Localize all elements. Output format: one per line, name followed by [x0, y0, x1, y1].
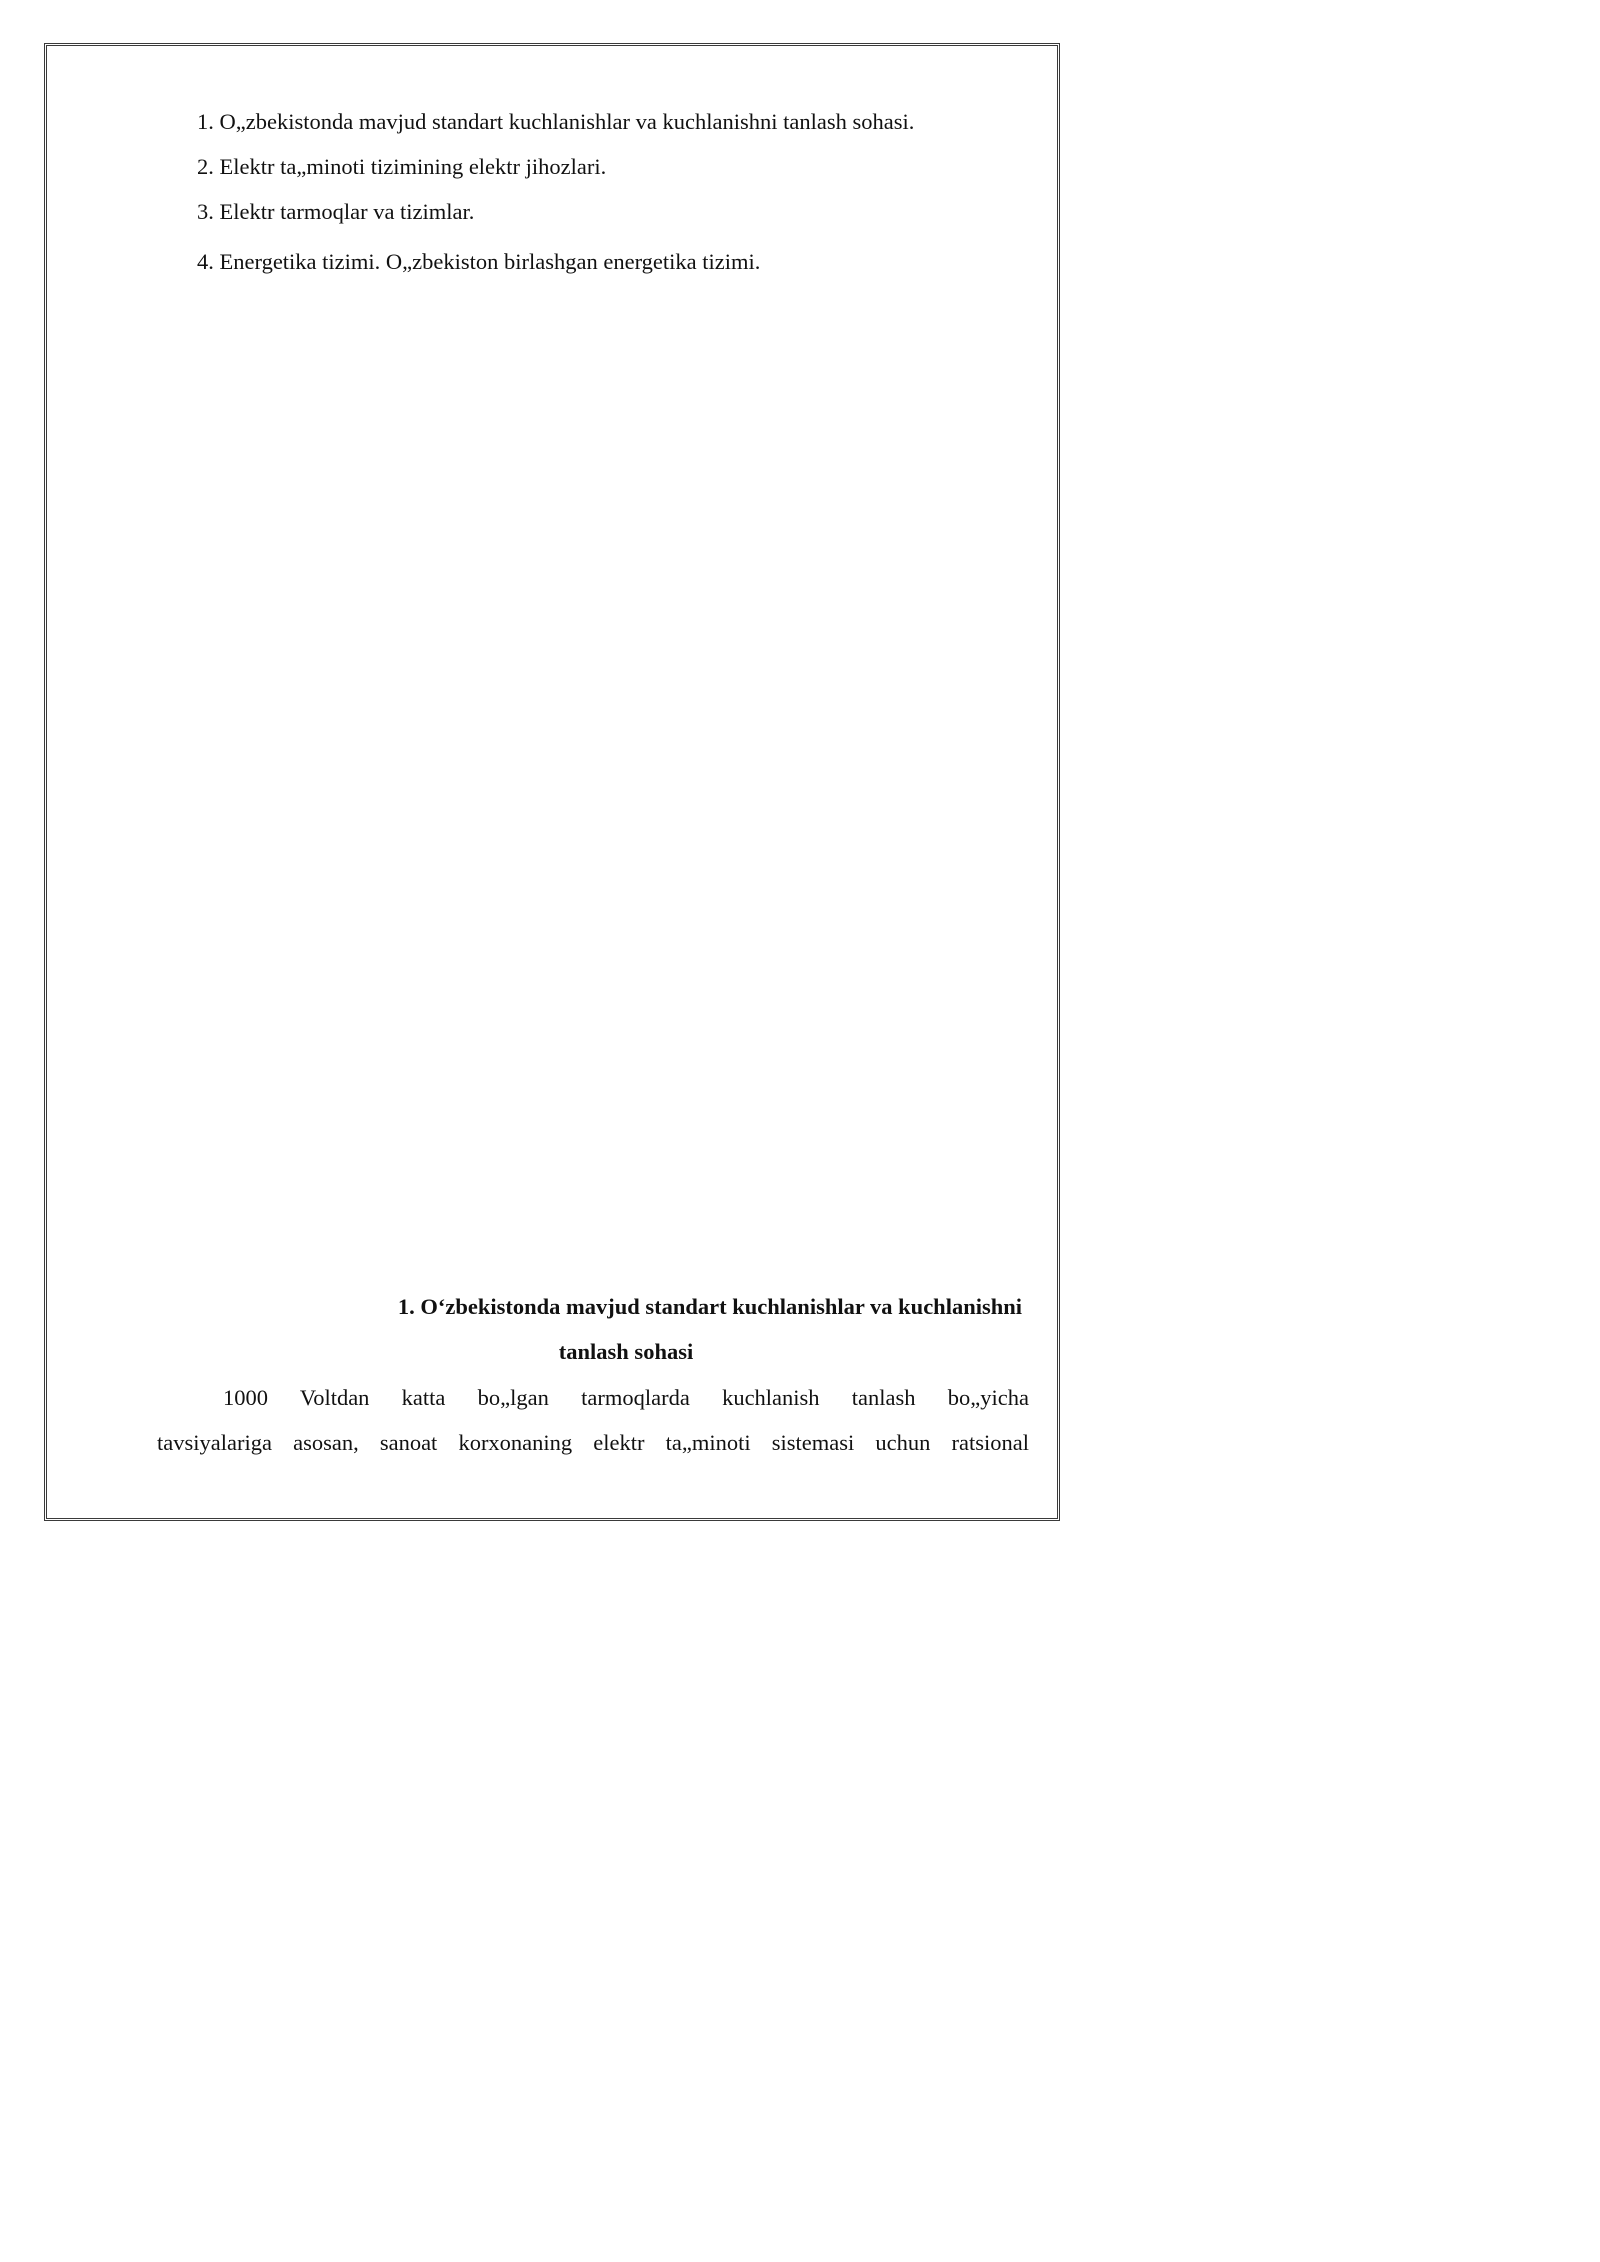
section-heading-line-2: tanlash sohasi [558, 1339, 694, 1364]
toc-item-1: 1. O„zbekistonda mavjud standart kuchlanishlar va kuchlanishni tanlash sohasi. [197, 109, 915, 134]
section-heading [150, 1284, 1022, 1374]
toc-item-3: 3. Elektr tarmoqlar va tizimlar. [197, 199, 475, 224]
toc-item-2: 2. Elektr ta„minoti tizimining elektr jihozlari. [197, 154, 607, 179]
section-heading-line-1: 1. O‘zbekistonda mavjud standart kuchlanishlar va kuchlanishni [397, 1294, 1022, 1319]
paragraph-line-2: tavsiyalariga asosan, sanoat korxonaning elektr ta„minoti sistemasi uchun ratsional [157, 1430, 1029, 1455]
toc-item-4: 4. Energetika tizimi. O„zbekiston birlashgan energetika tizimi. [197, 249, 761, 274]
body-paragraph [157, 1375, 1029, 1465]
paragraph-line-1: 1000 Voltdan katta bo„lgan tarmoqlarda kuchlanish tanlash bo„yicha [223, 1385, 1029, 1410]
